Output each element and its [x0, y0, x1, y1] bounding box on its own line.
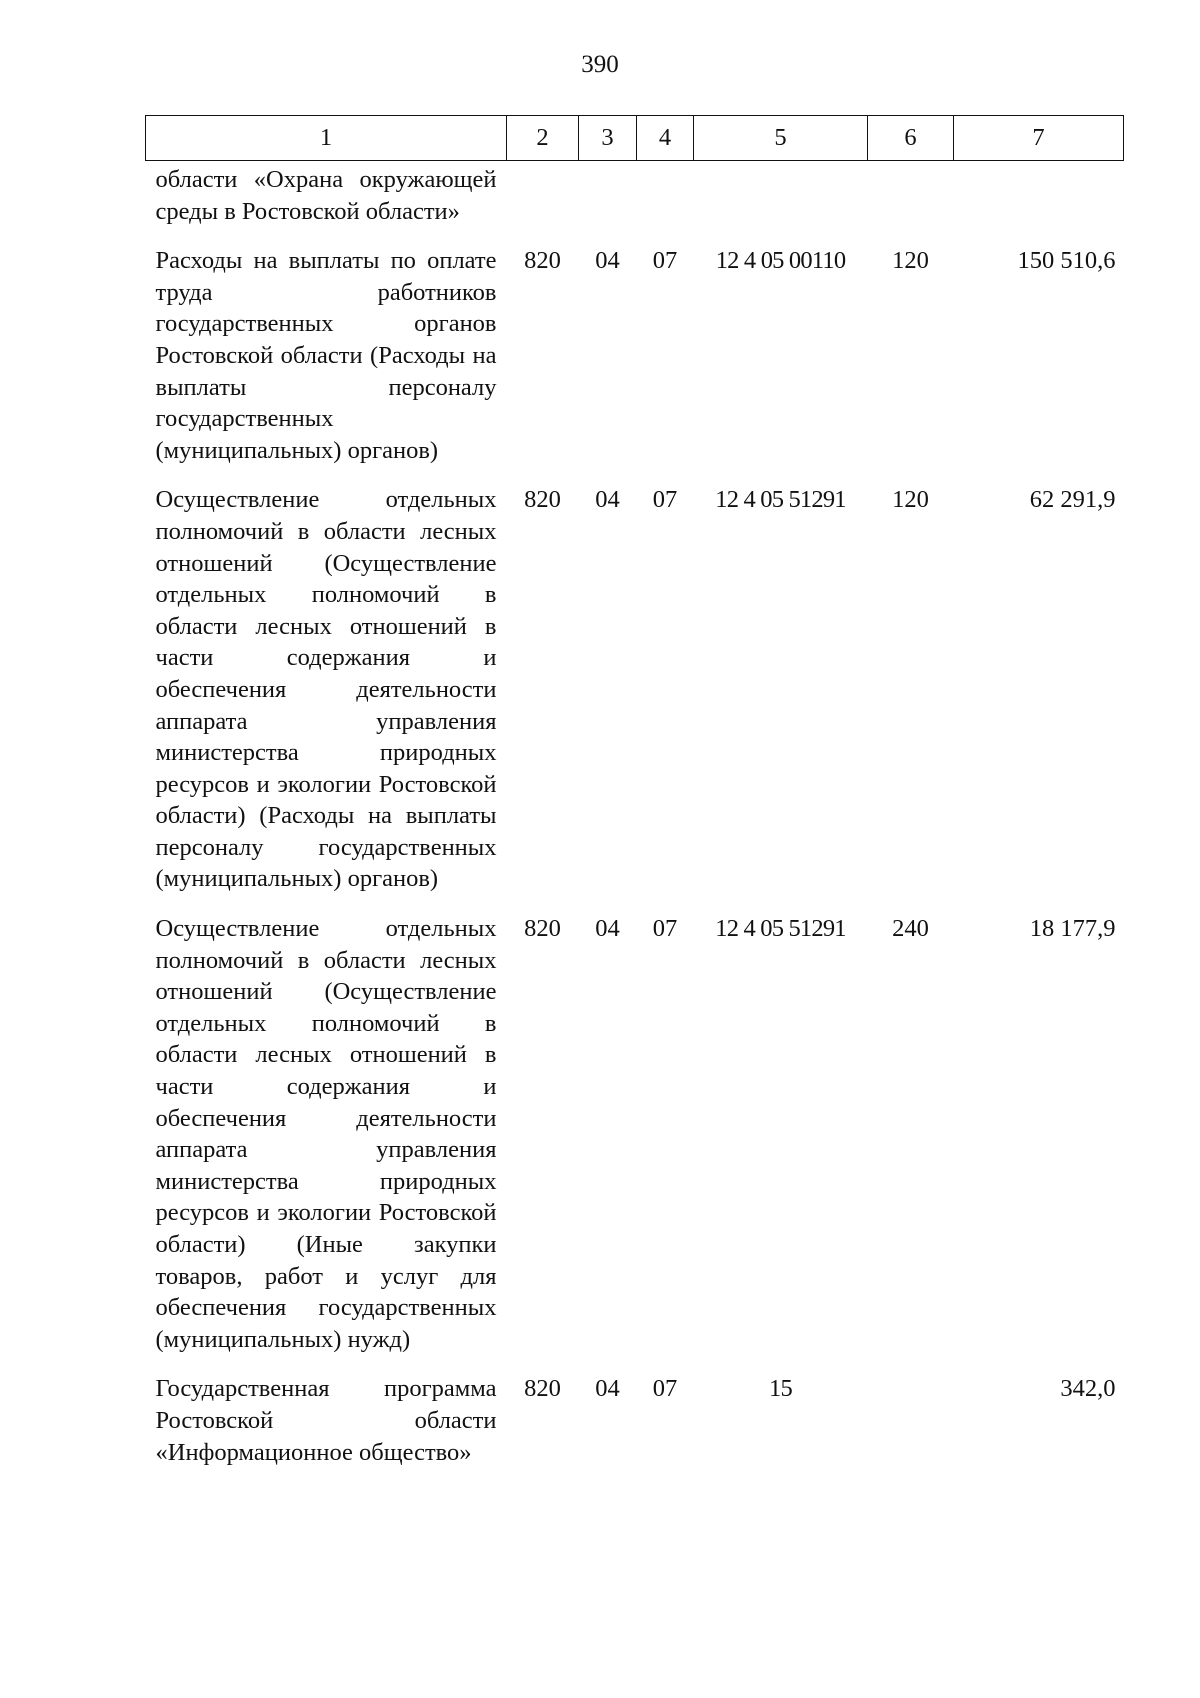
table-row [146, 913, 1124, 1373]
column-header-4: 4 [637, 116, 694, 161]
column-header-7: 7 [954, 116, 1124, 161]
table-row [146, 484, 1124, 913]
row-section-code: 04 [595, 1375, 620, 1403]
row-expense-type [868, 1373, 954, 1468]
table-row [146, 1373, 1124, 1468]
row-target-article [694, 161, 868, 246]
row-ministry-code: 820 [524, 247, 561, 275]
row-ministry-code: 820 [524, 486, 561, 514]
row-target-article: 12 4 05 51291 [715, 915, 846, 943]
row-section-code: 04 [595, 915, 620, 943]
row-amount: 18 177,9 [1029, 915, 1116, 943]
column-header-5: 5 [694, 116, 868, 161]
column-number-header-row [146, 116, 1124, 161]
row-subsection-code: 07 [652, 915, 678, 943]
row-description: Осуществление отдельных полномочий в области лесных отношений (Осуществление отдельных полномочий в области лесных отношений в части содержания и обеспечения деятельности аппарата управления министерства природных ресурсов и экологии Ростовской области) (Иные закупки товаров, работ и услуг для обеспечения государственных (муниципальных) нужд) [155, 915, 497, 1353]
row-expense-type: 240 [892, 915, 929, 943]
row-ministry-code [507, 161, 579, 246]
row-amount: 62 291,9 [1029, 486, 1116, 514]
table-row [146, 161, 1124, 246]
column-header-2: 2 [507, 116, 579, 161]
row-amount: 342,0 [1060, 1375, 1116, 1403]
row-section-code: 04 [595, 247, 620, 275]
page-number: 390 [581, 51, 619, 78]
row-subsection-code: 07 [652, 486, 678, 514]
row-description: Осуществление отдельных полномочий в области лесных отношений (Осуществление отдельных полномочий в области лесных отношений в части содержания и обеспечения деятельности аппарата управления министерства природных ресурсов и экологии Ростовской области) (Расходы на выплаты персоналу государственных (муниципальных) органов) [155, 486, 497, 893]
row-amount: 150 510,6 [1017, 247, 1116, 275]
row-description: области «Охрана окружающей среды в Ростовской области» [155, 166, 497, 225]
row-subsection-code: 07 [652, 247, 678, 275]
row-target-article: 12 4 05 51291 [715, 486, 846, 514]
column-header-6: 6 [868, 116, 954, 161]
row-ministry-code: 820 [524, 915, 561, 943]
row-description: Государственная программа Ростовской области «Информационное общество» [155, 1375, 497, 1466]
row-expense-type: 120 [892, 247, 929, 275]
row-amount [954, 161, 1124, 246]
row-description: Расходы на выплаты по оплате труда работников государственных органов Ростовской области (Расходы на выплаты персоналу государственных (муниципальных) органов) [155, 247, 497, 464]
row-section-code [579, 161, 637, 246]
row-expense-type [868, 161, 954, 246]
column-header-1: 1 [146, 116, 507, 161]
row-subsection-code: 07 [652, 1375, 678, 1403]
row-target-article: 12 4 05 00110 [715, 247, 846, 275]
budget-table [145, 115, 1124, 1468]
row-expense-type: 120 [892, 486, 929, 514]
row-subsection-code [637, 161, 694, 246]
row-section-code: 04 [595, 486, 620, 514]
row-ministry-code: 820 [524, 1375, 561, 1403]
table-row [146, 245, 1124, 484]
column-header-3: 3 [579, 116, 637, 161]
row-target-article: 15 [769, 1375, 792, 1403]
